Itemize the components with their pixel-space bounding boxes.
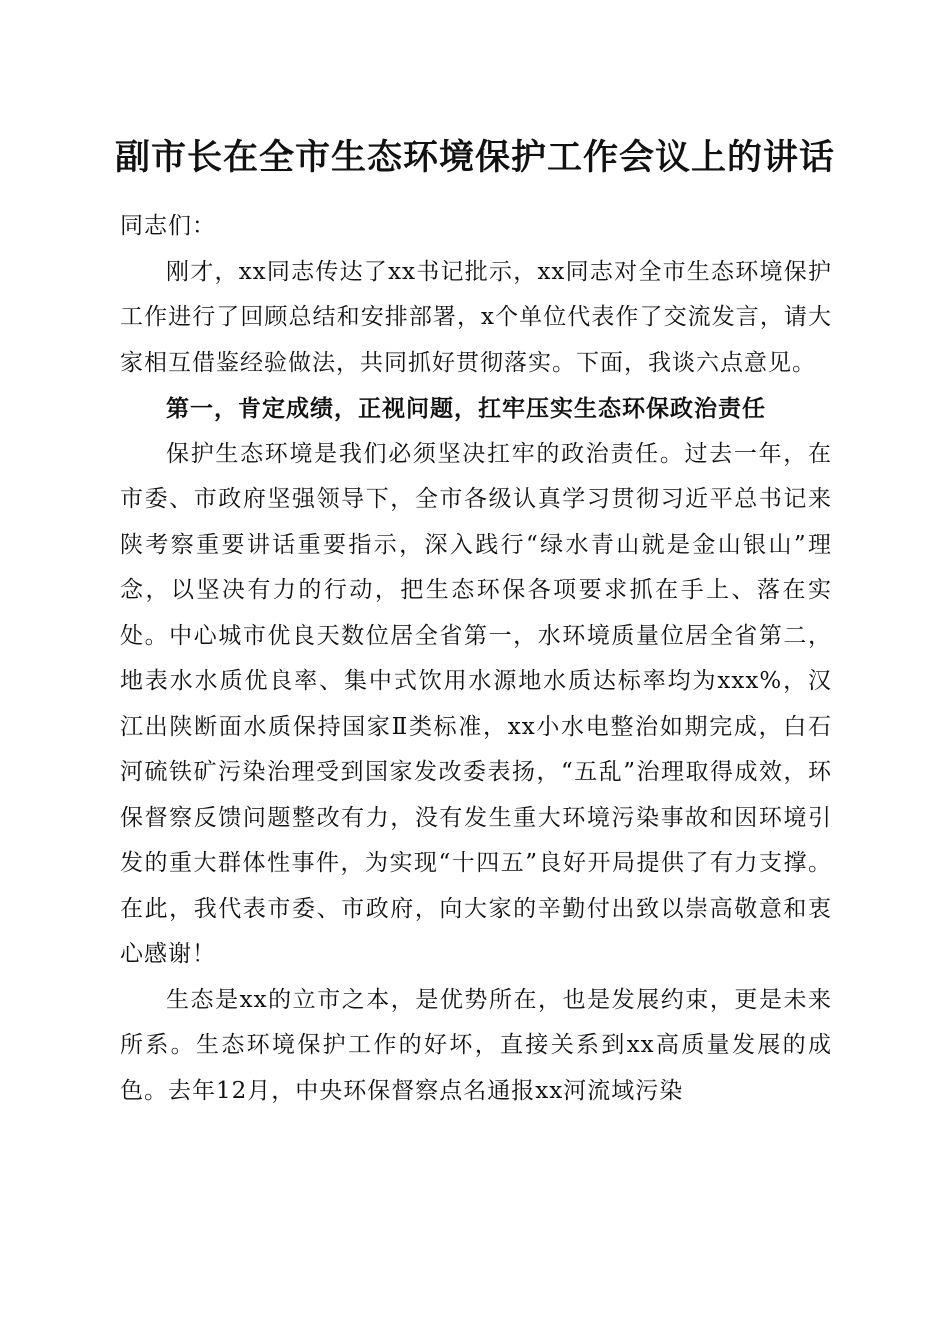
ecology-paragraph: 生态是xx的立市之本，是优势所在，也是发展约束，更是未来所系。生态环境保护工作的好坏，直接关系到xx高质量发展的成色。去年12月，中央环保督察点名通报xx河流域污染: [120, 986, 832, 1104]
intro-paragraph: 刚才，xx同志传达了xx书记批示，xx同志对全市生态环境保护工作进行了回顾总结和安排部署，x个单位代表作了交流发言，请大家相互借鉴经验做法，共同抓好贯彻落实。下面，我谈六点意见。: [120, 258, 832, 376]
achievements-paragraph: 保护生态环境是我们必须坚决扛牢的政治责任。过去一年，在市委、市政府坚强领导下，全市各级认真学习贯彻习近平总书记来陕考察重要讲话重要指示，深入践行“绿水青山就是金山银山”理念，以坚决有力的行动，把生态环保各项要求抓在手上、落在实处。中心城市优良天数位居全省第一，水环境质量位居全省第二，地表水水质优良率、集中式饮用水源地水质达标率均为xxx%，汉江出陕断面水质保持国家Ⅱ类标准，xx小水电整治如期完成，白石河硫铁矿污染治理受到国家发改委表扬，“五乱”治理取得成效，环保督察反馈问题整改有力，没有发生重大环境污染事故和因环境引发的重大群体性事件，为实现“十四五”良好开局提供了有力支撑。在此，我代表市委、市政府，向大家的辛勤付出致以崇高敬意和衷心感谢！: [120, 440, 832, 967]
salutation: 同志们：: [120, 213, 216, 239]
document-body: [120, 204, 832, 1114]
document-title: 副市长在全市生态环境保护工作会议上的讲话: [114, 137, 835, 178]
section-heading-1: 第一，肯定成绩，正视问题，扛牢压实生态环保政治责任: [166, 395, 766, 422]
